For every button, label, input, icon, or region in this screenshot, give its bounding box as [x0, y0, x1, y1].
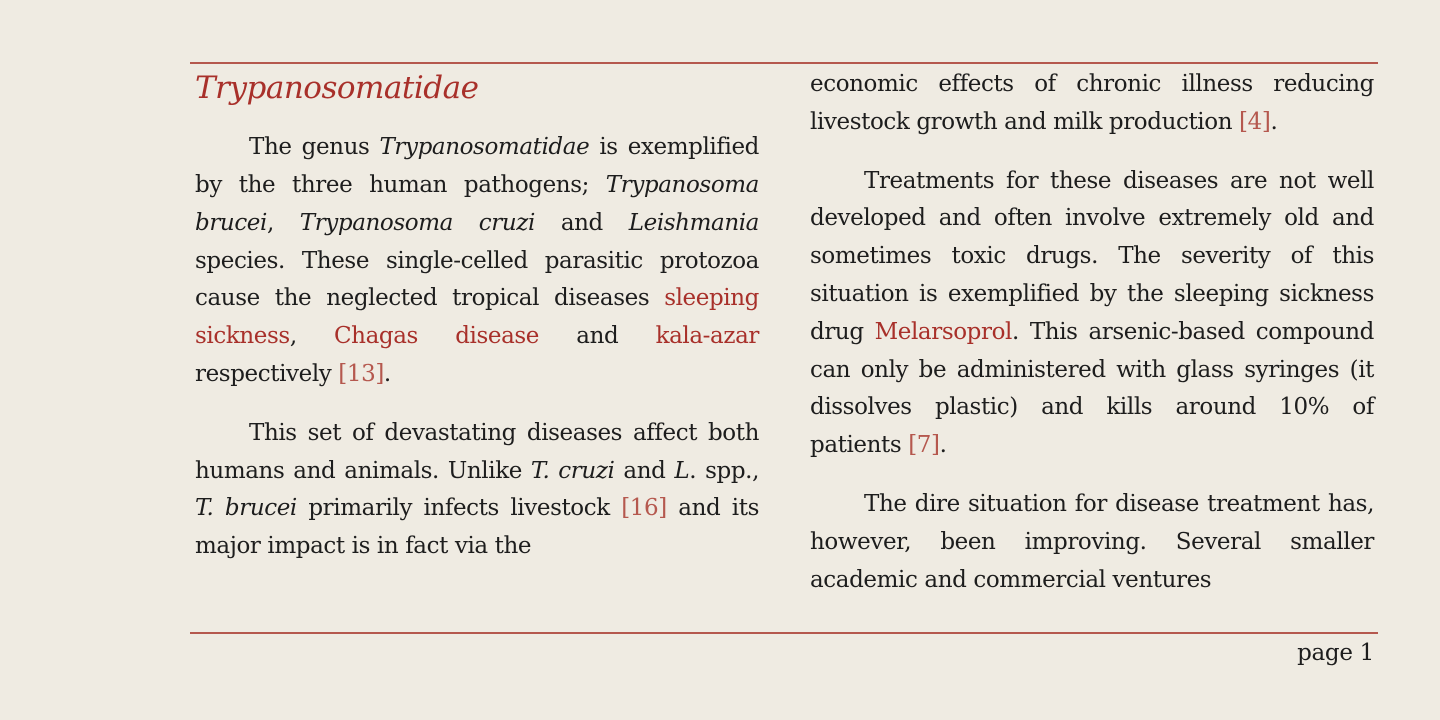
bottom-rule: [190, 632, 1378, 634]
text-run: and: [614, 457, 675, 484]
text-run: economic effects of chronic illness reducing livestock growth and milk production: [810, 71, 1374, 135]
text-run: and: [539, 323, 656, 350]
paragraph-diseases: [195, 415, 759, 566]
species-name: T. cruzi: [530, 457, 615, 484]
paragraph-intro: [195, 129, 759, 394]
text-run: .: [1270, 108, 1278, 135]
link-melarsoprol[interactable]: Melarsoprol: [874, 318, 1012, 345]
genus-name: Trypanosomatidae: [379, 134, 590, 161]
text-run: Treatments for these diseases are not well developed and often involve extremely old and sometimes toxic drugs. The severity of this situation is exemplified by the sleeping sickness drug: [810, 167, 1374, 345]
text-run: .: [939, 432, 947, 459]
link-sleeping-sickness[interactable]: sleeping sickness: [195, 285, 759, 350]
citation-16[interactable]: [16]: [621, 495, 667, 522]
text-run: species. These single-celled parasitic protozoa cause the neglected tropical diseases: [195, 247, 759, 312]
page-number: page 1: [1297, 640, 1374, 666]
citation-13[interactable]: [13]: [338, 360, 384, 387]
paragraph-continued: [810, 66, 1374, 142]
citation-7[interactable]: [7]: [908, 432, 940, 459]
text-run: The genus: [249, 134, 380, 161]
text-run: primarily infects livestock: [296, 495, 622, 522]
left-column: [195, 66, 759, 587]
section-heading: Trypanosomatidae: [195, 70, 479, 106]
species-name: T. brucei: [195, 495, 297, 522]
paragraph-treatments: [810, 163, 1374, 465]
text-run: respectively: [195, 360, 339, 387]
text-run: The dire situation for disease treatment has, however, been improving. Several smaller academic and commercial ventures: [810, 490, 1374, 593]
link-chagas-disease[interactable]: Chagas disease: [333, 323, 540, 350]
link-kala-azar[interactable]: kala-azar: [655, 323, 759, 350]
text-run: . This arsenic-based compound can only be administered with glass syringes (it dissolves plastic) and kills around 10% of patients: [810, 318, 1374, 459]
citation-4[interactable]: [4]: [1239, 108, 1271, 135]
text-run: and: [534, 209, 629, 236]
text-run: ,: [266, 209, 300, 236]
right-column: [810, 66, 1374, 620]
species-name: Trypanosoma brucei: [195, 171, 759, 236]
text-run: This set of devastating diseases affect both humans and animals. Unlike: [195, 419, 759, 484]
text-run: .: [383, 360, 391, 387]
text-run: is exemplified by the three human pathogens;: [195, 134, 759, 198]
species-name: L: [674, 457, 690, 484]
text-run: and its major impact is in fact via the: [195, 495, 759, 560]
species-name: Leishmania: [628, 209, 759, 236]
text-run: ,: [289, 323, 334, 350]
top-rule: [190, 62, 1378, 64]
paragraph-improving: [810, 486, 1374, 599]
text-run: . spp.,: [689, 457, 759, 484]
species-name: Trypanosoma cruzi: [299, 209, 535, 236]
